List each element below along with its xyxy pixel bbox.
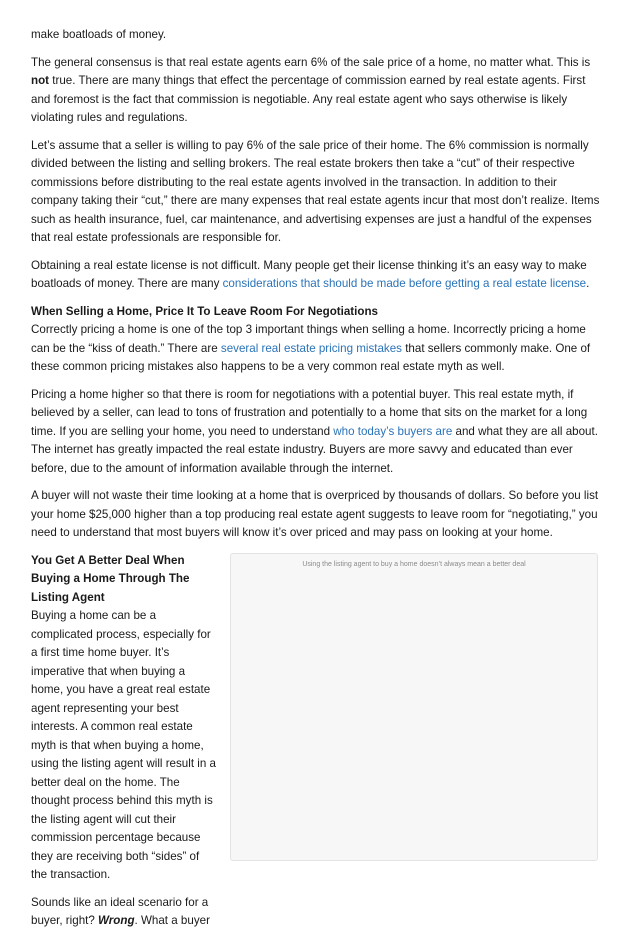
section-pricing: When Selling a Home, Price It To Leave Room For Negotiations Correctly pricing a home is one of the top 3 important things when selling a home. Incorrectly pricing a home can be the “kiss of death.” There are several real estate pricing mistakes that sellers commonly make. One of these common pricing mistakes also happens to be a very common real estate myth as well. [31,303,601,377]
paragraph-overpriced: A buyer will not waste their time looking at a home that is overpriced by thousands of dollars. So before you list your home $25,000 higher than a top producing real estate agent suggests to leave room for “negotiating,” you need to understand that most buyers will know it’s over priced and may pass on looking at your home. [31,489,599,539]
section-listing-agent: You Get A Better Deal When Buying a Home Through The Listing Agent Buying a home can be a complicated process, especially for a first time home buyer. It’s imperative that when buying a home, you have a great real estate agent representing your best interests. A common real estate myth is that when buying a home, using the listing agent will result in a better deal on the home. The thought process behind this myth is the listing agent will cut their commission percentage because they are receiving both “sides” of the transaction. [31,552,227,885]
article-body [31,26,601,940]
paragraph-negotiation-myth: Pricing a home higher so that there is room for negotiations with a potential buyer. This real estate myth, if believed by a seller, can lead to tons of frustration and potentially to a home that sits on the market for a long time. If you are selling your home, you need to understand who today’s buyers are and what they are all about. The internet has greatly impacted the real estate industry. Buyers are more savvy and educated than ever before, due to the amount of information available through the internet. [31,387,598,475]
link-pricing-mistakes[interactable]: several real estate pricing mistakes [220,341,402,355]
emphasis-not: not [31,74,50,87]
paragraph-ideal-scenario: Sounds like an ideal scenario for a buyer, right? Wrong. What a buyer [31,895,210,927]
image-figure [230,553,598,861]
link-todays-buyers[interactable]: who today’s buyers are [333,424,453,438]
paragraph-commission-split: Let’s assume that a seller is willing to pay 6% of the sale price of their home. The 6% commission is normally divided between the listing and selling brokers. The real estate brokers then take a “cut” of their respective commissions before distributing to the real estate agents involved in the transaction. In addition to their company taking their “cut,” there are many expenses that real estate agents incur that most don’t realize. Items such as health insurance, fuel, car maintenance, and advertising expenses are just a handful of the expenses that real estate professionals are responsible for. [31,138,600,244]
emphasis-wrong: Wrong [98,914,135,927]
heading-listing-agent: You Get A Better Deal When Buying a Home Through The Listing Agent [31,553,190,604]
heading-pricing: When Selling a Home, Price It To Leave Room For Negotiations [31,304,379,318]
link-license-considerations[interactable]: considerations that should be made before getting a real estate license [222,277,587,290]
paragraph-commission-consensus: The general consensus is that real estate agents earn 6% of the sale price of a home, no matter what. This is not true. There are many things that effect the percentage of commission earned by real estate agents. First and foremost is the fact that commission is negotiable. Any real estate agent who says otherwise is likely violating rules and regulations. [31,55,591,124]
paragraph-license: Obtaining a real estate license is not difficult. Many people get their license thinking it’s an easy way to make boatloads of money. There are many considerations that should be made before getting a real estate license. [31,258,590,290]
figure-caption: Using the listing agent to buy a home doesn’t always mean a better deal [302,560,526,568]
paragraph-intro: make boatloads of money. [31,28,167,41]
